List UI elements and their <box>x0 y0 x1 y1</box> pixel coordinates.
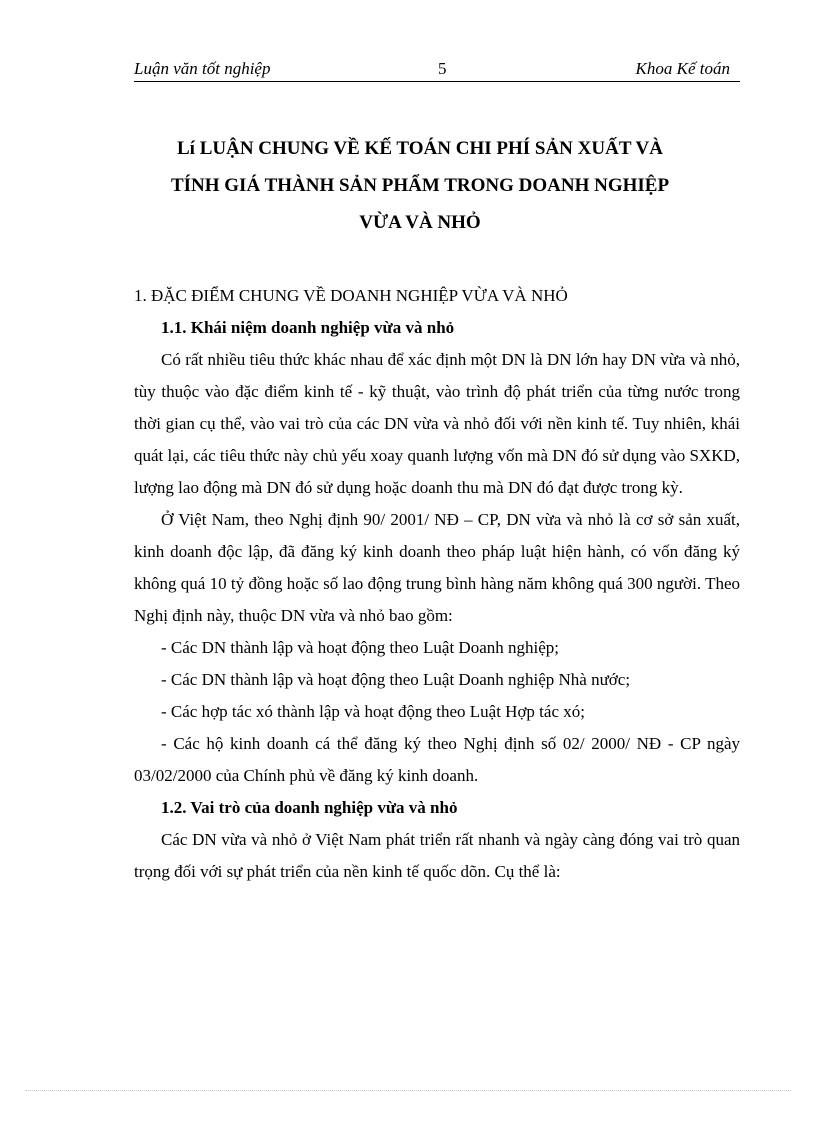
list-item: - Các DN thành lập và hoạt động theo Luật Doanh nghiệp; <box>161 638 559 657</box>
header-page-number: 5 <box>438 59 447 78</box>
chapter-title-line-1: Lí LUẬN CHUNG VỀ KẾ TOÁN CHI PHÍ SẢN XUẤT VÀ <box>177 138 663 159</box>
document-body <box>134 280 740 888</box>
header-thesis-label: Luận văn tốt nghiệp <box>134 59 271 78</box>
subsection-heading-1-2: 1.2. Vai trò của doanh nghiệp vừa và nhỏ <box>161 798 458 817</box>
header-rule <box>134 81 740 82</box>
paragraph-role: Các DN vừa và nhỏ ở Việt Nam phát triển rất nhanh và ngày càng đóng vai trò quan trọng đối với sự phát triển của nền kinh tế quốc dõn. Cụ thể là: <box>134 830 740 881</box>
list-item: - Các hợp tác xó thành lập và hoạt động theo Luật Hợp tác xó; <box>161 702 585 721</box>
page-bottom-divider <box>25 1090 791 1091</box>
paragraph-definition: Có rất nhiều tiêu thức khác nhau để xác định một DN là DN lớn hay DN vừa và nhỏ, tùy thuộc vào đặc điểm kinh tế - kỹ thuật, vào trình độ phát triển của từng nước trong thời gian cụ thể, vào vai trò của các DN vừa và nhỏ đối với nền kinh tế. Tuy nhiên, khái quát lại, các tiêu thức này chủ yếu xoay quanh lượng vốn mà DN đó sử dụng vào SXKD, lượng lao động mà DN đó sử dụng hoặc doanh thu mà DN đó đạt được trong kỳ. <box>134 350 741 497</box>
chapter-title <box>110 130 730 241</box>
header-faculty-label: Khoa Kế toán <box>635 59 730 78</box>
list-item: - Các DN thành lập và hoạt động theo Luật Doanh nghiệp Nhà nước; <box>161 670 631 689</box>
chapter-title-line-3: VỪA VÀ NHỎ <box>359 212 481 233</box>
subsection-heading-1-1: 1.1. Khái niệm doanh nghiệp vừa và nhỏ <box>161 318 455 337</box>
section-heading: 1. ĐẶC ĐIỂM CHUNG VỀ DOANH NGHIỆP VỪA VÀ NHỎ <box>134 286 568 305</box>
chapter-title-line-2: TÍNH GIÁ THÀNH SẢN PHẨM TRONG DOANH NGHIỆP <box>170 175 670 196</box>
list-item: - Các hộ kinh doanh cá thể đăng ký theo Nghị định số 02/ 2000/ NĐ - CP ngày 03/02/2000 của Chính phủ về đăng ký kinh doanh. <box>134 734 740 785</box>
page-header <box>134 59 740 81</box>
paragraph-vietnam-decree: Ở Việt Nam, theo Nghị định 90/ 2001/ NĐ – CP, DN vừa và nhỏ là cơ sở sản xuất, kinh doanh độc lập, đã đăng ký kinh doanh theo pháp luật hiện hành, có vốn đăng ký không quá 10 tỷ đồng hoặc số lao động trung bình hàng năm không quá 300 người. Theo Nghị định này, thuộc DN vừa và nhỏ bao gồm: <box>134 510 740 625</box>
